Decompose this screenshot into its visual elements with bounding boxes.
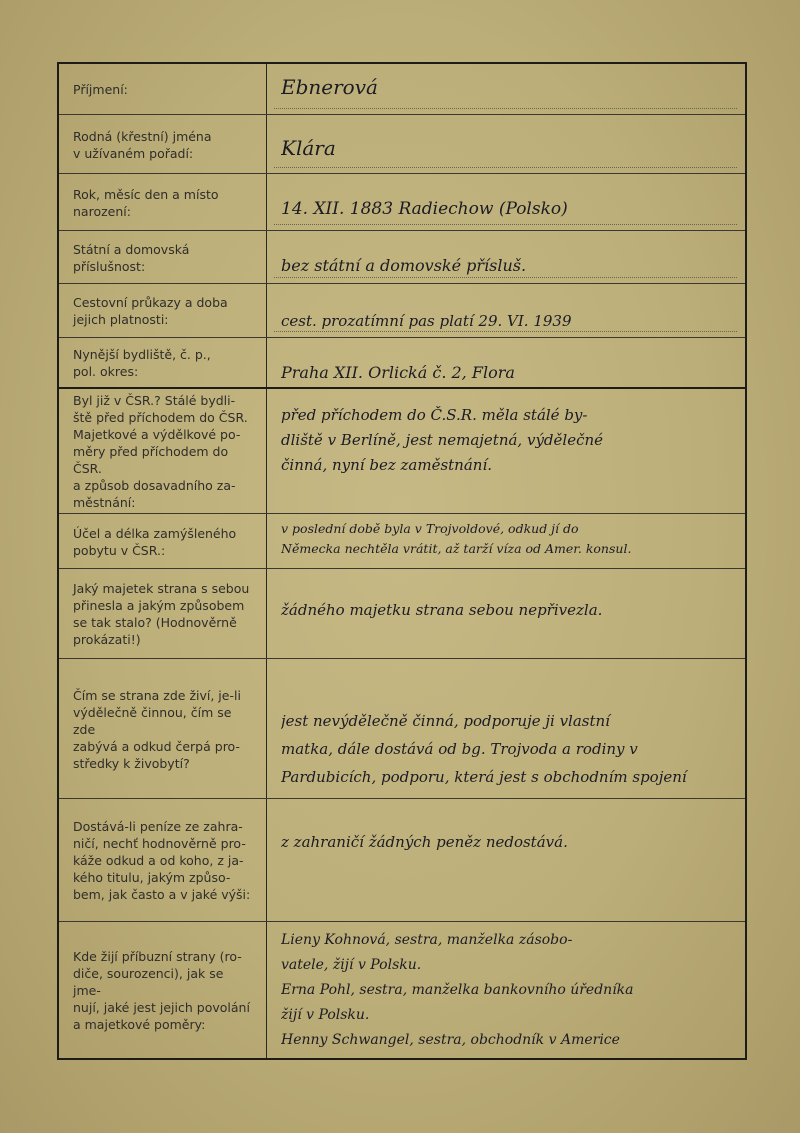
- field-label-livelihood: Čím se strana zde živí, je-li výdělečně činnou, čím se zde zabývá a odkud čerpá pro- středky k živobytí?: [73, 687, 241, 771]
- field-value-residence: Praha XII. Orlická č. 2, Flora: [281, 363, 515, 382]
- row-birth: [59, 174, 745, 231]
- questionnaire-form: [57, 62, 747, 1060]
- field-value-previous-residence: před příchodem do Č.S.R. měla stálé by- dliště v Berlíně, jest nemajetná, výdělečné činná, nyní bez zaměstnání.: [281, 406, 604, 474]
- dotted-line: [274, 108, 737, 109]
- field-label-relatives: Kde žijí příbuzní strany (ro- diče, sourozenci), jak se jme- nují, jaké jest jejich povolání a majetkové poměry:: [73, 948, 250, 1032]
- row-passport: [59, 284, 745, 338]
- field-value-foreign-money: z zahraničí žádných peněz nedostává.: [281, 833, 568, 851]
- field-value-purpose: v poslední době byla v Trojvoldové, odkud jí do Německa nechtěla vrátit, až tarží víza od Amer. konsul.: [281, 521, 632, 556]
- row-livelihood: [59, 659, 745, 799]
- field-label-foreign-money: Dostává-li peníze ze zahra- ničí, nechť hodnověrně pro- káže odkud a od koho, z ja- kého titulu, jakým způso- bem, jak často a v jaké výši:: [73, 819, 251, 902]
- field-label-previous-residence: Byl již v ČSR.? Stálé bydli- ště před příchodem do ČSR. Majetkové a výdělkové po- měry před příchodem do ČSR. a způsob dosavadního za- městnání:: [73, 393, 248, 510]
- field-value-relatives: Lieny Kohnová, sestra, manželka zásobo- vatele, žijí v Polsku. Erna Pohl, sestra, manželka bankovního úředníka žijí v Polsku. Henny Schwangel, sestra, obchodník v Americe: [281, 932, 634, 1048]
- row-foreign-money: [59, 799, 745, 922]
- field-label-residence: Nynější bydliště, č. p., pol. okres:: [73, 346, 211, 379]
- row-relatives: [59, 922, 745, 1058]
- field-label-purpose: Účel a délka zamýšleného pobytu v ČSR.:: [73, 525, 237, 558]
- field-label-citizenship: Státní a domovská příslušnost:: [73, 241, 190, 274]
- field-value-birth: 14. XII. 1883 Radiechow (Polsko): [281, 199, 568, 219]
- field-label-given-names: Rodná (křestní) jména v užívaném pořadí:: [73, 128, 212, 161]
- field-label-surname: Příjmení:: [73, 82, 128, 97]
- row-purpose: [59, 514, 745, 569]
- dotted-line: [274, 167, 737, 168]
- row-given-names: [59, 115, 745, 174]
- field-value-livelihood: jest nevýdělečně činná, podporuje ji vlastní matka, dále dostává od bg. Trojvoda a rodiny v Pardubicích, podporu, která jest s obchodním spojení: [281, 712, 687, 786]
- field-value-surname: Ebnerová: [281, 76, 378, 98]
- row-surname: [59, 64, 745, 115]
- dotted-line: [274, 277, 737, 278]
- field-label-passport: Cestovní průkazy a doba jejich platnosti:: [73, 295, 228, 327]
- field-value-property: žádného majetku strana sebou nepřivezla.: [281, 601, 603, 619]
- field-value-passport: cest. prozatímní pas platí 29. VI. 1939: [281, 312, 572, 330]
- dotted-line: [274, 224, 737, 225]
- row-previous-residence: [59, 389, 745, 514]
- row-citizenship: [59, 231, 745, 284]
- row-residence: [59, 338, 745, 389]
- field-label-birth: Rok, měsíc den a místo narození:: [73, 186, 219, 219]
- field-label-property: Jaký majetek strana s sebou přinesla a jakým způsobem se tak stalo? (Hodnověrně prokázati!): [73, 581, 250, 647]
- field-value-citizenship: bez státní a domovské přísluš.: [281, 256, 527, 275]
- field-value-given-names: Klára: [281, 137, 336, 159]
- row-property: [59, 569, 745, 659]
